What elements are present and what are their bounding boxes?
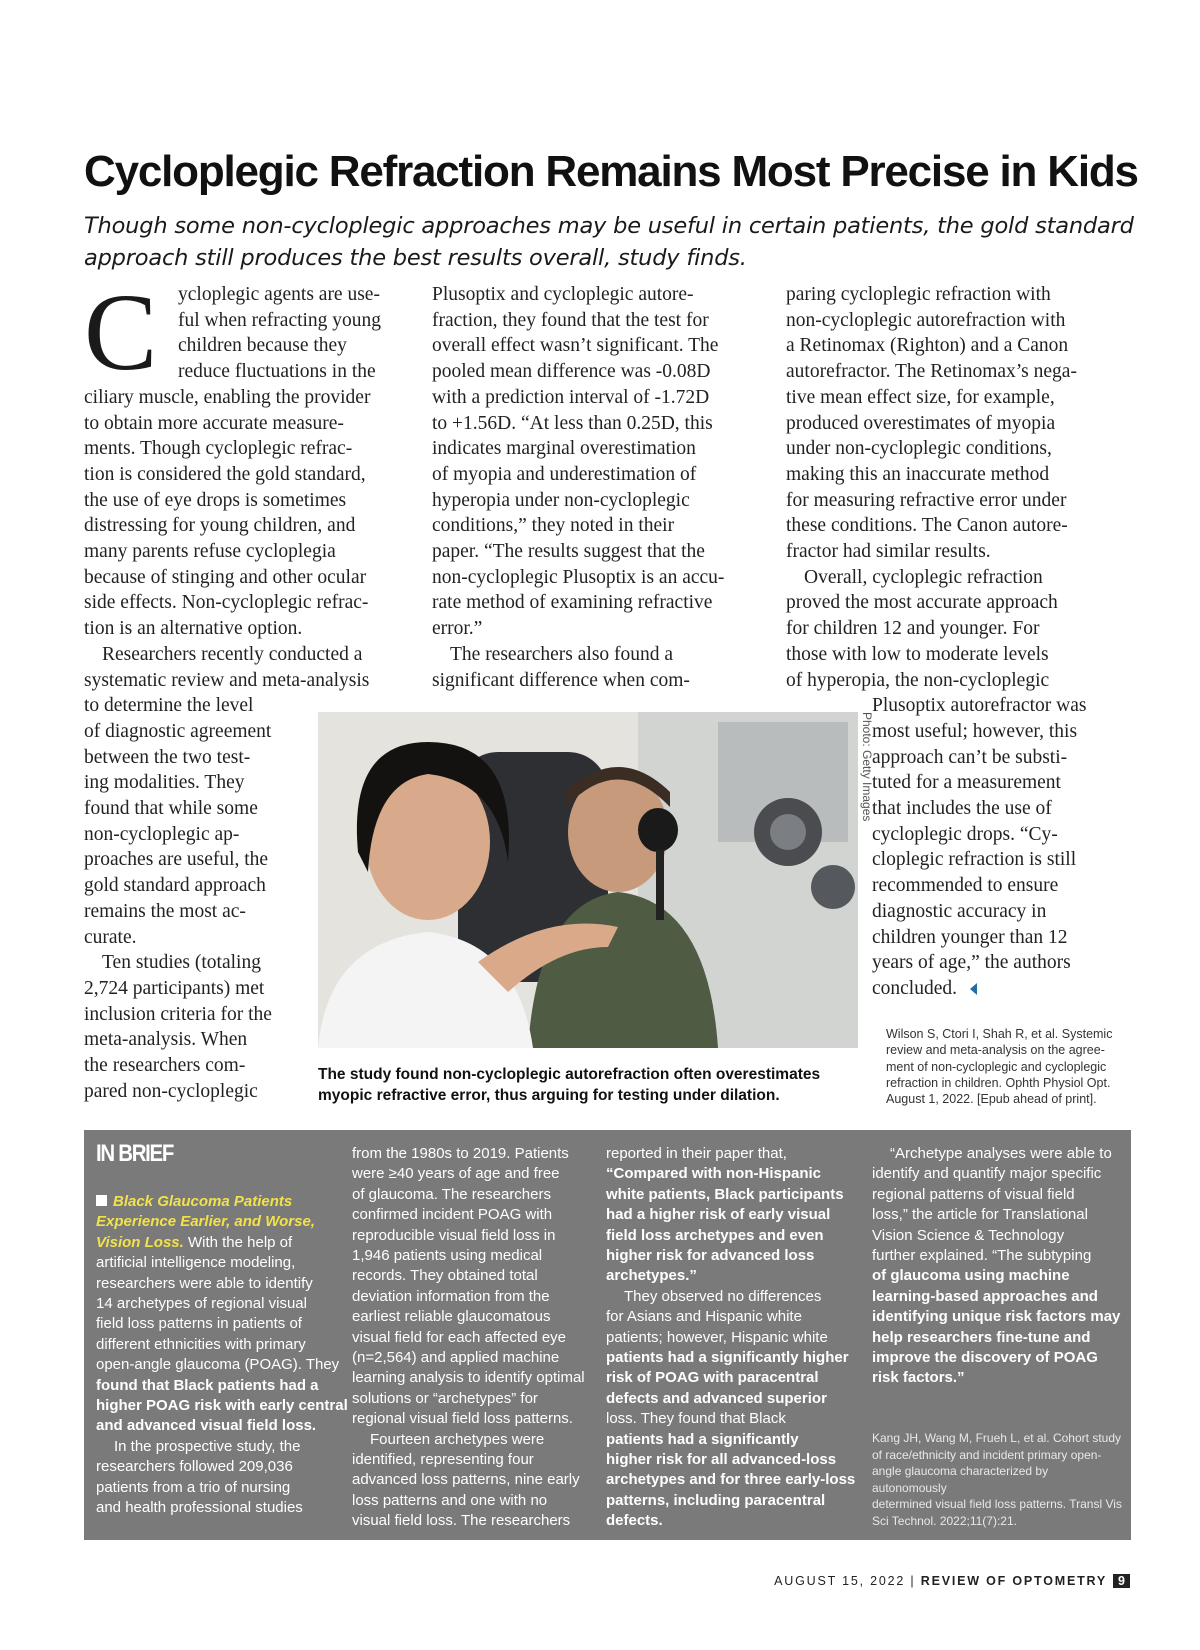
brief-line: of glaucoma using machine bbox=[872, 1267, 1070, 1285]
text-line: to obtain more accurate measure- bbox=[84, 412, 344, 434]
text-line: because of stinging and other ocular bbox=[84, 566, 367, 588]
brief-line: patients; however, Hispanic white bbox=[606, 1328, 828, 1346]
text-line: ments. Though cycloplegic refrac- bbox=[84, 438, 353, 460]
text-line: reduce fluctuations in the bbox=[178, 361, 376, 383]
brief-line: patients had a significantly bbox=[606, 1430, 799, 1448]
text-line: Researchers recently conducted a bbox=[102, 643, 363, 665]
text-line: hyperopia under non-cycloplegic bbox=[432, 489, 690, 511]
brief-line: risk factors.” bbox=[872, 1369, 965, 1387]
brief-line: researchers were able to identify bbox=[96, 1274, 313, 1292]
brief-line: Vision Science & Technology bbox=[872, 1226, 1065, 1244]
text-line: indicates marginal overestimation bbox=[432, 438, 696, 460]
text-line: children because they bbox=[178, 335, 347, 357]
square-bullet-icon bbox=[96, 1195, 107, 1206]
brief-line: higher POAG risk with early central bbox=[96, 1397, 348, 1414]
brief-line: from the 1980s to 2019. Patients bbox=[352, 1145, 569, 1162]
text-line: tion is an alternative option. bbox=[84, 618, 303, 640]
text-line: to +1.56D. “At less than 0.25D, this bbox=[432, 412, 713, 434]
text-line: non-cycloplegic ap- bbox=[84, 823, 240, 845]
caption-line: The study found non-cycloplegic autorefraction often overestimates bbox=[318, 1066, 821, 1083]
text-line: between the two test- bbox=[84, 746, 251, 768]
brief-line: reported in their paper that, bbox=[606, 1145, 787, 1162]
brief-line: for Asians and Hispanic white bbox=[606, 1308, 802, 1326]
text-line: children younger than 12 bbox=[872, 926, 1068, 948]
text-line: the use of eye drops is sometimes bbox=[84, 489, 347, 511]
text-line: years of age,” the authors bbox=[872, 952, 1071, 974]
brief-line: “Compared with non-Hispanic bbox=[606, 1165, 822, 1183]
text-line: non-cycloplegic Plusoptix is an accu- bbox=[432, 566, 725, 588]
brief-line: They observed no differences bbox=[624, 1287, 822, 1305]
brief-line: help researchers fine-tune and bbox=[872, 1328, 1091, 1346]
article-photo bbox=[318, 712, 858, 1048]
brief-line: identifying unique risk factors may bbox=[872, 1308, 1121, 1326]
text-line: error.” bbox=[432, 618, 483, 640]
brief-line: reproducible visual field loss in bbox=[352, 1226, 556, 1244]
brief-line: identify and quantify major specific bbox=[872, 1165, 1102, 1183]
brief-line: earliest reliable glaucomatous bbox=[352, 1308, 551, 1326]
text-line: Ten studies (totaling bbox=[102, 952, 261, 974]
text-line: making this an inaccurate method bbox=[786, 463, 1050, 485]
brief-line: advanced loss patterns, nine early bbox=[352, 1471, 580, 1489]
brief-headline: Experience Earlier, and Worse, bbox=[96, 1213, 315, 1231]
brief-line: With the help of bbox=[187, 1233, 293, 1251]
brief-line: regional visual field loss patterns. bbox=[352, 1410, 573, 1428]
text-line: under non-cycloplegic conditions, bbox=[786, 438, 1052, 460]
text-line: proaches are useful, the bbox=[84, 849, 269, 871]
brief-line: loss patterns and one with no bbox=[352, 1491, 548, 1509]
brief-line: defects and advanced superior bbox=[606, 1389, 827, 1407]
dek-line: Though some non-cycloplegic approaches may be useful in certain patients, the gold standard bbox=[84, 213, 1134, 239]
text-line: those with low to moderate levels bbox=[786, 643, 1049, 665]
brief-line: open-angle glaucoma (POAG). They bbox=[96, 1356, 340, 1374]
brief-line: confirmed incident POAG with bbox=[352, 1206, 553, 1224]
brief-line: “Archetype analyses were able to bbox=[890, 1145, 1112, 1162]
text-line: paper. “The results suggest that the bbox=[432, 541, 705, 562]
brief-line: patterns, including paracentral bbox=[606, 1491, 826, 1509]
text-line: The researchers also found a bbox=[450, 643, 674, 665]
text-line: fractor had similar results. bbox=[786, 541, 991, 562]
text-line: inclusion criteria for the bbox=[84, 1003, 272, 1025]
text-line: concluded. bbox=[872, 977, 958, 999]
brief-line: and advanced visual field loss. bbox=[96, 1417, 317, 1435]
reference-line: August 1, 2022. [Epub ahead of print]. bbox=[886, 1092, 1097, 1107]
text-line: found that while some bbox=[84, 798, 258, 819]
article-headline: Cycloplegic Refraction Remains Most Precise in Kids bbox=[84, 147, 1138, 196]
text-line: Plusoptix autorefractor was bbox=[872, 695, 1087, 717]
reference-line: of race/ethnicity and incident primary open- bbox=[872, 1447, 1102, 1462]
text-line: tion is considered the gold standard, bbox=[84, 463, 366, 485]
text-line: produced overestimates of myopia bbox=[786, 412, 1056, 434]
brief-line: 1,946 patients using medical bbox=[352, 1247, 543, 1264]
text-line: remains the most ac- bbox=[84, 900, 246, 922]
text-line: Plusoptix and cycloplegic autore- bbox=[432, 284, 694, 305]
text-line: paring cycloplegic refraction with bbox=[786, 284, 1051, 305]
footer-separator: | bbox=[905, 1574, 921, 1588]
brief-line: 14 archetypes of regional visual bbox=[96, 1295, 307, 1312]
end-mark-icon bbox=[970, 983, 977, 995]
brief-line: and health professional studies bbox=[96, 1499, 303, 1516]
brief-line: visual field loss. The researchers bbox=[352, 1512, 571, 1530]
brief-line: patients had a significantly higher bbox=[606, 1349, 849, 1366]
article-dek bbox=[84, 210, 1164, 274]
brief-line: regional patterns of visual field bbox=[872, 1185, 1075, 1203]
text-line: these conditions. The Canon autore- bbox=[786, 515, 1068, 537]
dek-line: approach still produces the best results overall, study finds. bbox=[84, 245, 747, 271]
reference-line: review and meta-analysis on the agree- bbox=[886, 1043, 1105, 1058]
brief-line: researchers followed 209,036 bbox=[96, 1458, 293, 1476]
text-line: pared non-cycloplegic bbox=[84, 1080, 258, 1102]
brief-line: learning analysis to identify optimal bbox=[352, 1369, 585, 1387]
brief-line: defects. bbox=[606, 1512, 663, 1530]
brief-line: found that Black patients had a bbox=[96, 1376, 319, 1394]
brief-line: identified, representing four bbox=[352, 1451, 534, 1468]
text-line: of myopia and underestimation of bbox=[432, 463, 697, 485]
text-line: pooled mean difference was -0.08D bbox=[432, 361, 711, 383]
brief-line: field loss archetypes and even bbox=[606, 1226, 824, 1244]
photo-credit: Photo: Getty Images bbox=[860, 712, 874, 822]
brief-line: archetypes and for three early-loss bbox=[606, 1471, 856, 1489]
brief-line: higher risk for all advanced-loss bbox=[606, 1451, 837, 1468]
text-line: fraction, they found that the test for bbox=[432, 309, 709, 331]
text-line: distressing for young children, and bbox=[84, 515, 356, 537]
in-brief-title: IN BRIEF bbox=[96, 1140, 174, 1167]
brief-line: of glaucoma. The researchers bbox=[352, 1185, 551, 1203]
brief-line: patients from a trio of nursing bbox=[96, 1478, 291, 1496]
reference-line: determined visual field loss patterns. Transl Vis bbox=[872, 1497, 1122, 1512]
text-line: a Retinomax (Righton) and a Canon bbox=[786, 335, 1069, 357]
text-line: systematic review and meta-analysis bbox=[84, 669, 370, 691]
text-line: tuted for a measurement bbox=[872, 772, 1061, 794]
text-line: the researchers com- bbox=[84, 1055, 246, 1076]
issue-date: AUGUST 15, 2022 bbox=[774, 1574, 906, 1588]
brief-line: risk of POAG with paracentral bbox=[606, 1369, 819, 1387]
page-number: 9 bbox=[1113, 1574, 1130, 1588]
reference-line: angle glaucoma characterized by autonomously bbox=[872, 1464, 1049, 1495]
brief-line: learning-based approaches and bbox=[872, 1287, 1098, 1305]
text-line: significant difference when com- bbox=[432, 669, 690, 691]
photo-caption bbox=[318, 1064, 858, 1106]
brief-line: loss,” the article for Translational bbox=[872, 1206, 1088, 1224]
text-line: cloplegic refraction is still bbox=[872, 849, 1077, 871]
reference-line: Wilson S, Ctori I, Shah R, et al. Systemic bbox=[886, 1027, 1113, 1041]
text-line: Overall, cycloplegic refraction bbox=[804, 566, 1043, 588]
text-line: cycloplegic drops. “Cy- bbox=[872, 823, 1058, 845]
brief-line: white patients, Black participants bbox=[606, 1185, 844, 1203]
caption-line: myopic refractive error, thus arguing for testing under dilation. bbox=[318, 1087, 780, 1104]
brief-headline: Vision Loss. bbox=[96, 1233, 184, 1251]
drop-cap: C bbox=[84, 271, 158, 393]
brief-line: field loss patterns in patients of bbox=[96, 1315, 302, 1333]
text-line: ful when refracting young bbox=[178, 309, 382, 331]
reference-line: ment of non-cycloplegic and cycloplegic bbox=[886, 1059, 1107, 1074]
text-line: for children 12 and younger. For bbox=[786, 618, 1040, 640]
brief-line: improve the discovery of POAG bbox=[872, 1349, 1098, 1366]
brief-line: further explained. “The subtyping bbox=[872, 1247, 1092, 1264]
reference-line: refraction in children. Ophth Physiol Opt. bbox=[886, 1075, 1111, 1090]
brief-line: solutions or “archetypes” for bbox=[352, 1389, 538, 1407]
brief-line: were ≥40 years of age and free bbox=[352, 1165, 560, 1183]
text-line: with a prediction interval of -1.72D bbox=[432, 386, 710, 408]
brief-line: deviation information from the bbox=[352, 1287, 550, 1305]
text-line: that includes the use of bbox=[872, 798, 1052, 819]
text-line: of diagnostic agreement bbox=[84, 720, 272, 742]
text-line: proved the most accurate approach bbox=[786, 592, 1058, 614]
brief-line: loss. They found that Black bbox=[606, 1410, 786, 1428]
text-line: rate method of examining refractive bbox=[432, 592, 713, 614]
text-line: autorefractor. The Retinomax’s nega- bbox=[786, 361, 1077, 383]
publication-name: REVIEW OF OPTOMETRY bbox=[920, 1574, 1108, 1588]
brief-line: artificial intelligence modeling, bbox=[96, 1254, 296, 1272]
article-reference bbox=[886, 1026, 1132, 1107]
text-line: ycloplegic agents are use- bbox=[178, 284, 380, 305]
text-line: gold standard approach bbox=[84, 875, 266, 897]
brief-line: different ethnicities with primary bbox=[96, 1335, 306, 1353]
brief-line: had a higher risk of early visual bbox=[606, 1206, 831, 1224]
text-line: curate. bbox=[84, 926, 137, 948]
in-brief-box bbox=[84, 1130, 1131, 1540]
text-line: approach can’t be substi- bbox=[872, 746, 1068, 768]
page-footer bbox=[774, 1574, 1130, 1588]
brief-headline: Black Glaucoma Patients bbox=[113, 1193, 293, 1210]
text-line: 2,724 participants) met bbox=[84, 977, 265, 999]
text-line: recommended to ensure bbox=[872, 875, 1059, 897]
in-brief-reference bbox=[872, 1430, 1122, 1530]
text-line: ciliary muscle, enabling the provider bbox=[84, 386, 371, 408]
text-line: diagnostic accuracy in bbox=[872, 900, 1047, 922]
text-line: overall effect wasn’t significant. The bbox=[432, 335, 719, 357]
brief-line: visual field for each affected eye bbox=[352, 1328, 567, 1346]
brief-line: In the prospective study, the bbox=[114, 1437, 301, 1455]
text-line: conditions,” they noted in their bbox=[432, 515, 675, 537]
brief-line: (n=2,564) and applied machine bbox=[352, 1349, 560, 1366]
eye-exam-photo-illustration bbox=[318, 712, 858, 1048]
reference-line: Sci Technol. 2022;11(7):21. bbox=[872, 1513, 1017, 1528]
brief-line: Fourteen archetypes were bbox=[370, 1430, 545, 1448]
text-line: most useful; however, this bbox=[872, 720, 1078, 742]
brief-line: higher risk for advanced loss bbox=[606, 1247, 815, 1264]
text-line: non-cycloplegic autorefraction with bbox=[786, 309, 1066, 331]
brief-line: records. They obtained total bbox=[352, 1267, 538, 1285]
text-line: tive mean effect size, for example, bbox=[786, 386, 1055, 408]
text-line: many parents refuse cycloplegia bbox=[84, 541, 336, 562]
text-line: ing modalities. They bbox=[84, 772, 245, 794]
text-line: to determine the level bbox=[84, 695, 254, 717]
text-line: side effects. Non-cycloplegic refrac- bbox=[84, 592, 369, 614]
brief-line: archetypes.” bbox=[606, 1267, 697, 1285]
text-line: meta-analysis. When bbox=[84, 1029, 248, 1051]
reference-line: Kang JH, Wang M, Frueh L, et al. Cohort study bbox=[872, 1431, 1121, 1445]
text-line: for measuring refractive error under bbox=[786, 489, 1067, 511]
text-line: of hyperopia, the non-cycloplegic bbox=[786, 669, 1050, 691]
